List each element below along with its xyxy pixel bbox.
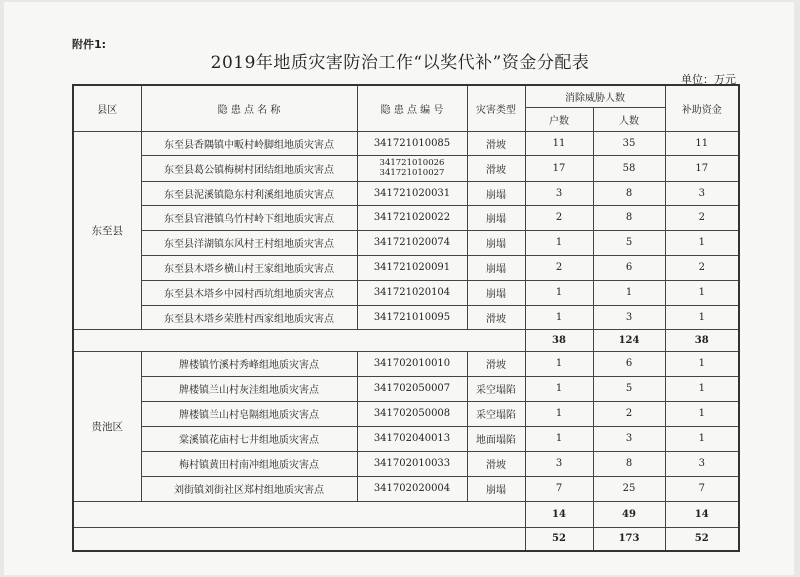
document-title: 2019年地质灾害防治工作“以奖代补”资金分配表 — [210, 53, 590, 73]
header-site-no: 隐 患 点 编 号 — [357, 85, 467, 131]
disaster-type-cell: 滑坡 — [467, 131, 525, 155]
households-cell: 3 — [525, 181, 593, 205]
disaster-type-cell: 滑坡 — [467, 305, 525, 329]
subsidy-cell: 1 — [665, 305, 739, 329]
subsidy-cell: 1 — [665, 280, 739, 305]
subsidy-cell: 3 — [665, 451, 739, 476]
people-cell: 1 — [593, 280, 665, 305]
disaster-type-cell: 采空塌陷 — [467, 401, 525, 426]
subtotal-people-cell: 124 — [593, 329, 665, 351]
attachment-label: 附件1: — [72, 38, 107, 51]
site-name-cell: 东至县洋湖镇东风村王村组地质灾害点 — [141, 230, 357, 255]
subtotal-subsidy-cell: 14 — [665, 501, 739, 527]
households-cell: 1 — [525, 305, 593, 329]
table-row — [73, 376, 739, 401]
subsidy-cell: 1 — [665, 230, 739, 255]
subsidy-cell: 2 — [665, 205, 739, 230]
people-cell: 25 — [593, 476, 665, 501]
site-no-cell: 341721020091 — [357, 255, 467, 280]
county-cell: 东至县 — [73, 131, 141, 329]
header-site-name: 隐 患 点 名 称 — [141, 85, 357, 131]
unit-label: 单位：万元 — [681, 73, 736, 86]
subtotal-households-cell: 38 — [525, 329, 593, 351]
disaster-type-cell: 崩塌 — [467, 230, 525, 255]
households-cell: 7 — [525, 476, 593, 501]
subsidy-cell: 1 — [665, 401, 739, 426]
disaster-type-cell: 崩塌 — [467, 181, 525, 205]
total-label-cell — [73, 527, 525, 551]
households-cell: 11 — [525, 131, 593, 155]
households-cell: 3 — [525, 451, 593, 476]
site-name-cell: 棠溪镇花庙村七井组地质灾害点 — [141, 426, 357, 451]
table-row — [73, 230, 739, 255]
subsidy-cell: 1 — [665, 351, 739, 376]
site-no-cell: 341721020031 — [357, 181, 467, 205]
subsidy-cell: 1 — [665, 376, 739, 401]
total-people-cell: 173 — [593, 527, 665, 551]
table-row — [73, 351, 739, 376]
site-name-cell: 刘街镇刘街社区郑村组地质灾害点 — [141, 476, 357, 501]
header-threat-group: 消除威胁人数 — [525, 85, 665, 107]
households-cell: 1 — [525, 376, 593, 401]
disaster-type-cell: 采空塌陷 — [467, 376, 525, 401]
households-cell: 1 — [525, 351, 593, 376]
site-no-cell: 341721010095 — [357, 305, 467, 329]
subtotal-subsidy-cell: 38 — [665, 329, 739, 351]
site-name-cell: 梅村镇黄田村南冲组地质灾害点 — [141, 451, 357, 476]
people-cell: 8 — [593, 205, 665, 230]
households-cell: 2 — [525, 205, 593, 230]
subsidy-cell: 2 — [665, 255, 739, 280]
people-cell: 5 — [593, 230, 665, 255]
people-cell: 6 — [593, 255, 665, 280]
households-cell: 1 — [525, 426, 593, 451]
disaster-type-cell: 崩塌 — [467, 476, 525, 501]
total-row — [73, 527, 739, 551]
people-cell: 6 — [593, 351, 665, 376]
subsidy-cell: 7 — [665, 476, 739, 501]
table-row — [73, 181, 739, 205]
people-cell: 3 — [593, 426, 665, 451]
site-no-cell — [357, 155, 467, 181]
site-name-cell: 东至县官港镇乌竹村岭下组地质灾害点 — [141, 205, 357, 230]
site-name-cell: 东至县木塔乡荣胜村西家组地质灾害点 — [141, 305, 357, 329]
subtotal-row — [73, 329, 739, 351]
people-cell: 35 — [593, 131, 665, 155]
site-name-cell: 牌楼镇兰山村灰洼组地质灾害点 — [141, 376, 357, 401]
disaster-type-cell: 滑坡 — [467, 451, 525, 476]
table-row — [73, 401, 739, 426]
people-cell: 58 — [593, 155, 665, 181]
site-no-cell: 341702010010 — [357, 351, 467, 376]
site-name-cell: 东至县香隅镇中畈村岭脚组地质灾害点 — [141, 131, 357, 155]
households-cell: 1 — [525, 230, 593, 255]
subtotal-people-cell: 49 — [593, 501, 665, 527]
disaster-type-cell: 滑坡 — [467, 351, 525, 376]
site-name-cell: 东至县木塔乡横山村王家组地质灾害点 — [141, 255, 357, 280]
site-no-cell: 341721020022 — [357, 205, 467, 230]
people-cell: 8 — [593, 181, 665, 205]
subsidy-cell: 1 — [665, 426, 739, 451]
table-row — [73, 305, 739, 329]
site-no-cell: 341702050008 — [357, 401, 467, 426]
subtotal-label-cell — [73, 329, 525, 351]
table-row — [73, 451, 739, 476]
table-row — [73, 476, 739, 501]
subsidy-cell: 11 — [665, 131, 739, 155]
site-no-line: 341721010026 — [379, 158, 445, 168]
site-no-cell: 341702040013 — [357, 426, 467, 451]
disaster-type-cell: 崩塌 — [467, 255, 525, 280]
site-name-cell: 牌楼镇兰山村皂隔组地质灾害点 — [141, 401, 357, 426]
header-disaster-type: 灾害类型 — [467, 85, 525, 131]
table-row — [73, 255, 739, 280]
table-row — [73, 205, 739, 230]
total-households-cell: 52 — [525, 527, 593, 551]
total-subsidy-cell: 52 — [665, 527, 739, 551]
disaster-type-cell: 崩塌 — [467, 280, 525, 305]
header-people: 人数 — [593, 107, 665, 131]
site-name-cell: 东至县泥溪镇隐东村利溪组地质灾害点 — [141, 181, 357, 205]
people-cell: 2 — [593, 401, 665, 426]
site-name-cell: 牌楼镇竹溪村秀峰组地质灾害点 — [141, 351, 357, 376]
header-households: 户数 — [525, 107, 593, 131]
site-no-cell: 341702020004 — [357, 476, 467, 501]
subtotal-row — [73, 501, 739, 527]
allocation-table — [72, 84, 740, 552]
people-cell: 5 — [593, 376, 665, 401]
subsidy-cell: 17 — [665, 155, 739, 181]
disaster-type-cell: 滑坡 — [467, 155, 525, 181]
disaster-type-cell: 崩塌 — [467, 205, 525, 230]
subsidy-cell: 3 — [665, 181, 739, 205]
site-no-cell: 341721020074 — [357, 230, 467, 255]
site-no-cell: 341721010085 — [357, 131, 467, 155]
table-row — [73, 131, 739, 155]
county-cell: 贵池区 — [73, 351, 141, 501]
header-county: 县区 — [73, 85, 141, 131]
households-cell: 1 — [525, 401, 593, 426]
header-subsidy: 补助资金 — [665, 85, 739, 131]
site-no-line: 341721010027 — [379, 168, 445, 178]
subtotal-households-cell: 14 — [525, 501, 593, 527]
people-cell: 8 — [593, 451, 665, 476]
households-cell: 2 — [525, 255, 593, 280]
households-cell: 17 — [525, 155, 593, 181]
table-row — [73, 155, 739, 181]
table-row — [73, 280, 739, 305]
site-name-cell: 东至县木塔乡中园村西坑组地质灾害点 — [141, 280, 357, 305]
site-no-cell: 341702050007 — [357, 376, 467, 401]
disaster-type-cell: 地面塌陷 — [467, 426, 525, 451]
site-no-cell: 341721020104 — [357, 280, 467, 305]
site-no-cell: 341702010033 — [357, 451, 467, 476]
site-name-cell: 东至县葛公镇梅树村团结组地质灾害点 — [141, 155, 357, 181]
table-row — [73, 426, 739, 451]
subtotal-label-cell — [73, 501, 525, 527]
households-cell: 1 — [525, 280, 593, 305]
people-cell: 3 — [593, 305, 665, 329]
